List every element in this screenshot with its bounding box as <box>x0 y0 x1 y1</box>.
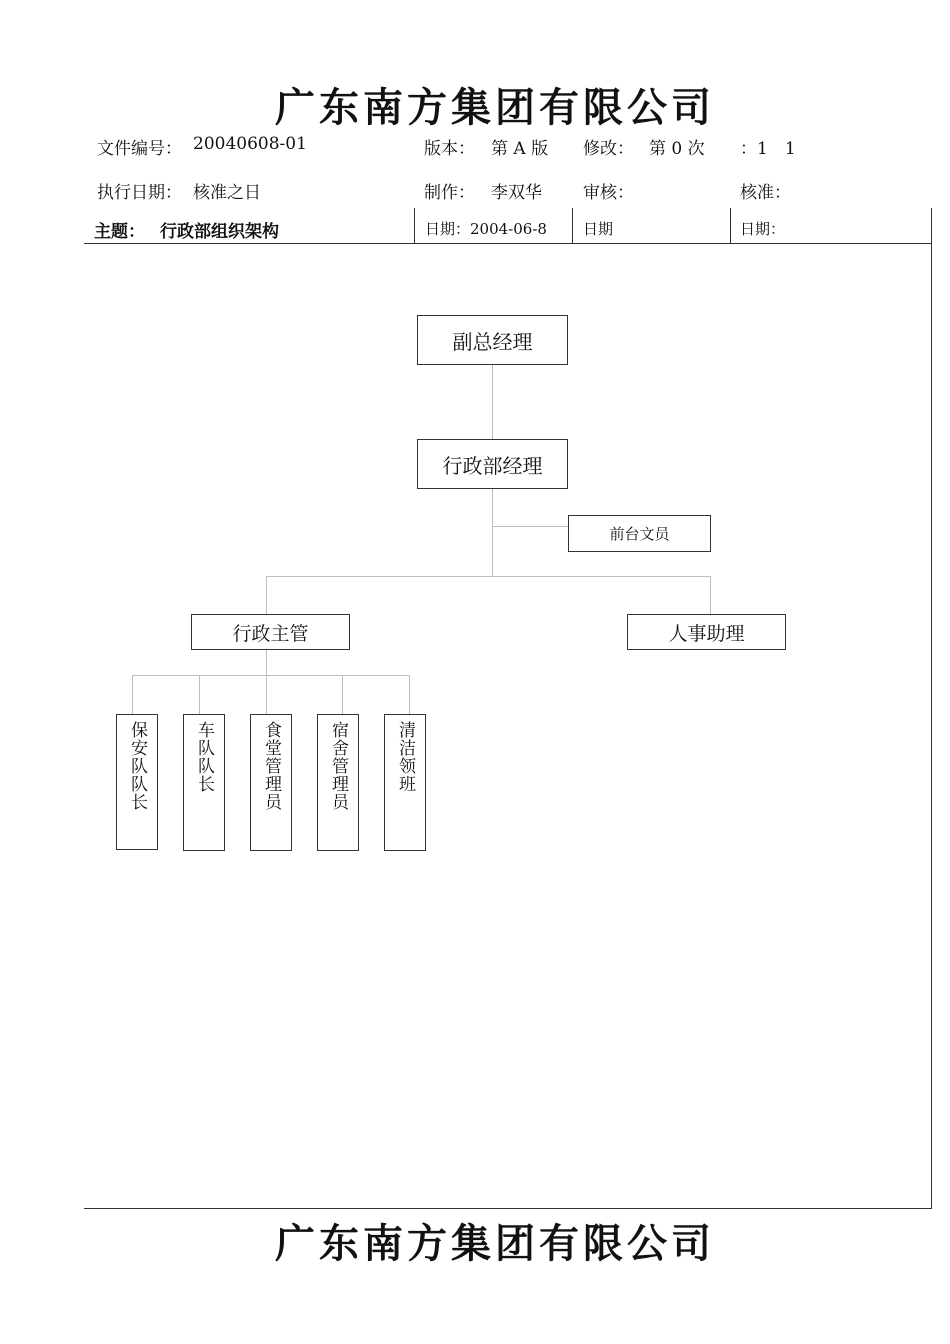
exec-date: 核准之日 <box>193 183 261 203</box>
version: 第 A 版 <box>491 139 549 159</box>
revision-label: 修改： <box>583 139 634 159</box>
connector-hr <box>710 576 711 614</box>
org-box-admin-supervisor: 行政主管 <box>191 614 350 650</box>
org-box-vice-gm: 副总经理 <box>417 315 568 365</box>
subject-label: 主题： <box>94 222 145 242</box>
author-label: 制作： <box>424 183 475 203</box>
date-cell-3: 日期： <box>740 220 786 238</box>
exec-date-label: 执行日期： <box>97 183 182 203</box>
connector-staff-bar <box>132 675 409 676</box>
connector-top-manager <box>492 364 493 439</box>
body-right-border <box>931 243 932 1209</box>
org-box-dorm-manager: 宿舍管理员 <box>317 714 359 851</box>
approver-label: 核准： <box>740 183 791 203</box>
org-box-canteen-manager: 食堂管理员 <box>250 714 292 851</box>
version-label: 版本： <box>424 139 475 159</box>
connector-staff-2 <box>199 675 200 715</box>
page-number: ：1 1 <box>740 139 796 159</box>
company-title: 广东南方集团有限公司 <box>275 85 715 131</box>
connector-supervisor <box>266 576 267 614</box>
body-bottom-border <box>84 1208 932 1209</box>
reviewer-label: 审核： <box>583 183 634 203</box>
org-box-admin-manager: 行政部经理 <box>417 439 568 489</box>
org-box-hr-assistant: 人事助理 <box>627 614 786 650</box>
date-cell-1: 日期：2004-06-8 <box>425 220 547 238</box>
connector-level2 <box>266 576 710 577</box>
doc-no-label: 文件编号： <box>97 139 182 159</box>
author: 李双华 <box>491 183 542 203</box>
header-divider-4 <box>931 208 932 243</box>
connector-reception <box>492 526 569 527</box>
revision: 第 0 次 <box>649 139 705 159</box>
doc-no: 20040608-01 <box>193 134 307 154</box>
org-box-reception: 前台文员 <box>568 515 711 552</box>
subject: 行政部组织架构 <box>160 222 279 242</box>
connector-staff-4 <box>342 675 343 715</box>
date-cell-2: 日期 <box>583 220 614 238</box>
body-top-border <box>84 243 932 244</box>
header-divider-2 <box>572 208 573 243</box>
org-box-cleaning-lead: 清洁领班 <box>384 714 426 851</box>
org-box-security-captain: 保安队队长 <box>116 714 158 850</box>
header-divider-1 <box>414 208 415 243</box>
connector-supervisor-staff <box>266 649 267 715</box>
connector-manager-branch <box>492 488 493 576</box>
connector-staff-5 <box>409 675 410 715</box>
connector-staff-1 <box>132 675 133 714</box>
org-box-fleet-captain: 车队队长 <box>183 714 225 851</box>
header-divider-3 <box>730 208 731 243</box>
footer-company-title: 广东南方集团有限公司 <box>275 1221 715 1267</box>
